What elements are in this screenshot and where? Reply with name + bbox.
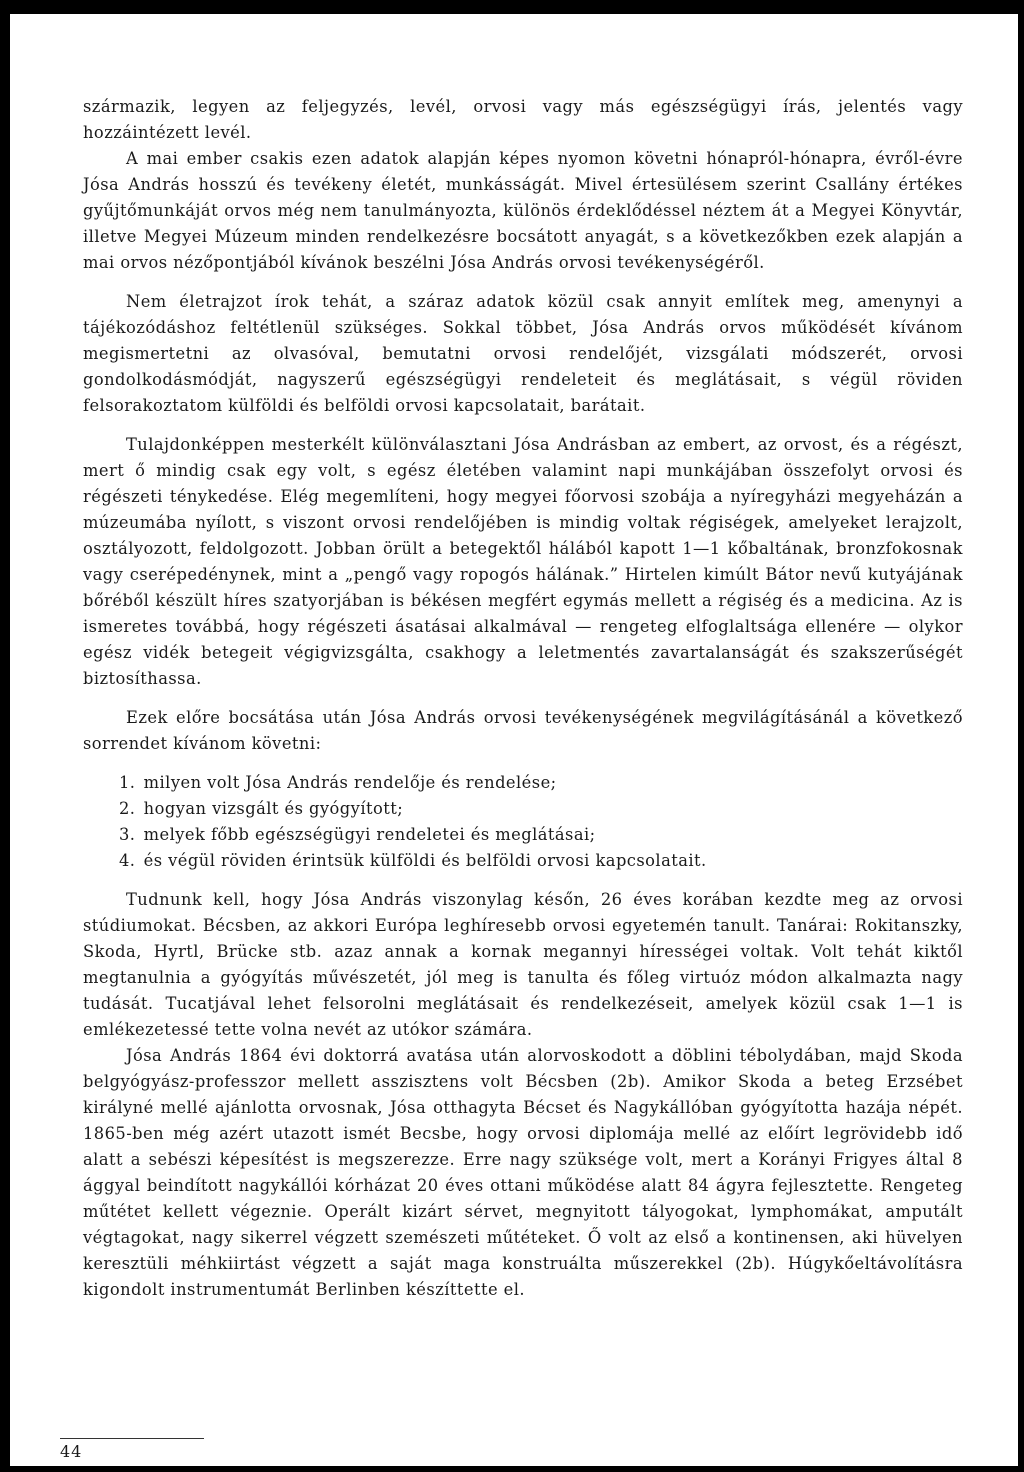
paragraph: Tudnunk kell, hogy Jósa András viszonylag későn, 26 éves korában kezdte meg az orvosi stúdiumokat. Bécsben, az akkori Európa leghíresebb orvosi egyetemén tanult. Tanárai: Rokitanszky, Skoda, Hyrtl, Brücke stb. azaz annak a kornak megannyi hírességei voltak. Volt tehát kiktől megtanulnia a gyógyítás művészetét, jól meg is tanulta és főleg virtuóz módon alkalmazta nagy tudását. Tucatjával lehet felsorolni meglátásait és rendelkezéseit, amelyek közül csak 1—1 is emlékezetessé tette volna nevét az utókor számára. [83, 890, 963, 1039]
page-number: 44 [60, 1442, 83, 1461]
paragraph: A mai ember csakis ezen adatok alapján képes nyomon követni hónapról-hónapra, évről-évre Jósa András hosszú és tevékeny életét, munkásságát. Mivel értesülésem szerint Csallány értékes gyűjtőmunkáját orvos még nem tanulmányozta, különös érdeklődéssel néztem át a Megyei Könyvtár, illetve Megyei Múzeum minden rendelkezésre bocsátott anyagát, s a következőkben ezek alapján a mai orvos nézőpontjából kívánok beszélni Jósa András orvosi tevékenységéről. [83, 149, 963, 272]
numbered-list [83, 770, 963, 874]
paragraph: Ezek előre bocsátása után Jósa András orvosi tevékenységének megvilágításánál a következő sorrendet kívánom követni: [83, 708, 963, 753]
paragraph: Tulajdonképpen mesterkélt különválasztani Jósa Andrásban az embert, az orvost, és a régészt, mert ő mindig csak egy volt, s egész életében valamint napi munkájában összefolyt orvosi és régészeti ténykedése. Elég megemlíteni, hogy megyei főorvosi szobája a nyíregyházi megyeházán a múzeumába nyílott, s viszont orvosi rendelőjében is mindig voltak régiségek, amelyeket lerajzolt, osztályozott, feldolgozott. Jobban örült a betegektől hálából kapott 1—1 kőbaltának, bronzfokosnak vagy cserépedénynek, mint a „pengő vagy ropogós hálának.” Hirtelen kimúlt Bátor nevű kutyájának bőréből készült híres szatyorjában is békésen megfért egymás mellett a régiség és a medicina. Az is ismeretes továbbá, hogy régészeti ásatásai alkalmával — rengeteg elfoglaltsága ellenére — olykor egész vidék betegeit végigvizsgálta, csakhogy a leletmentés zavartalanságát és szakszerűségét biztosíthassa. [83, 435, 963, 688]
list-number: 1. [119, 773, 136, 792]
list-item [119, 848, 963, 874]
list-number: 4. [119, 851, 136, 870]
list-number: 2. [119, 799, 136, 818]
footer-rule [60, 1438, 204, 1439]
list-text: és végül röviden érintsük külföldi és belföldi orvosi kapcsolatait. [143, 851, 707, 870]
list-text: hogyan vizsgált és gyógyított; [143, 799, 404, 818]
paragraph: származik, legyen az feljegyzés, levél, orvosi vagy más egészségügyi írás, jelentés vagy hozzáintézett levél. [83, 97, 963, 142]
body-text [83, 94, 963, 1303]
list-item [119, 822, 963, 848]
list-item [119, 770, 963, 796]
list-item [119, 796, 963, 822]
list-text: melyek főbb egészségügyi rendeletei és meglátásai; [143, 825, 596, 844]
list-number: 3. [119, 825, 136, 844]
paragraph: Nem életrajzot írok tehát, a száraz adatok közül csak annyit említek meg, amenynyi a tájékozódáshoz feltétlenül szükséges. Sokkal többet, Jósa András orvos működését kívánom megismertetni az olvasóval, bemutatni orvosi rendelőjét, vizsgálati módszerét, orvosi gondolkodásmódját, nagyszerű egészségügyi rendeleteit és meglátásait, s végül röviden felsorakoztatom külföldi és belföldi orvosi kapcsolatait, barátait. [83, 292, 963, 415]
document-page [10, 14, 1018, 1466]
list-text: milyen volt Jósa András rendelője és rendelése; [143, 773, 557, 792]
paragraph: Jósa András 1864 évi doktorrá avatása után alorvoskodott a döblini tébolydában, majd Skoda belgyógyász-professzor mellett asszisztens volt Bécsben (2b). Amikor Skoda a beteg Erzsébet királyné mellé ajánlotta orvosnak, Jósa otthagyta Bécset és Nagykállóban gyógyította hazája népét. 1865-ben még azért utazott ismét Becsbe, hogy orvosi diplomája mellé az előírt legrövidebb idő alatt a sebészi képesítést is megszerezze. Erre nagy szüksége volt, mert a Korányi Frigyes által 8 ággyal beindított nagykállói kórházat 20 éves ottani működése alatt 84 ágyra fejlesztette. Rengeteg műtétet kellett végeznie. Operált kizárt sérvet, megnyitott tályogokat, lymphomákat, amputált végtagokat, nagy sikerrel végzett szemészeti műtéteket. Ő volt az első a kontinensen, aki hüvelyen keresztüli méhkiirtást végzett a saját maga konstruálta műszerekkel (2b). Húgykőeltávolításra kigondolt instrumentumát Berlinben készíttette el. [83, 1046, 963, 1299]
